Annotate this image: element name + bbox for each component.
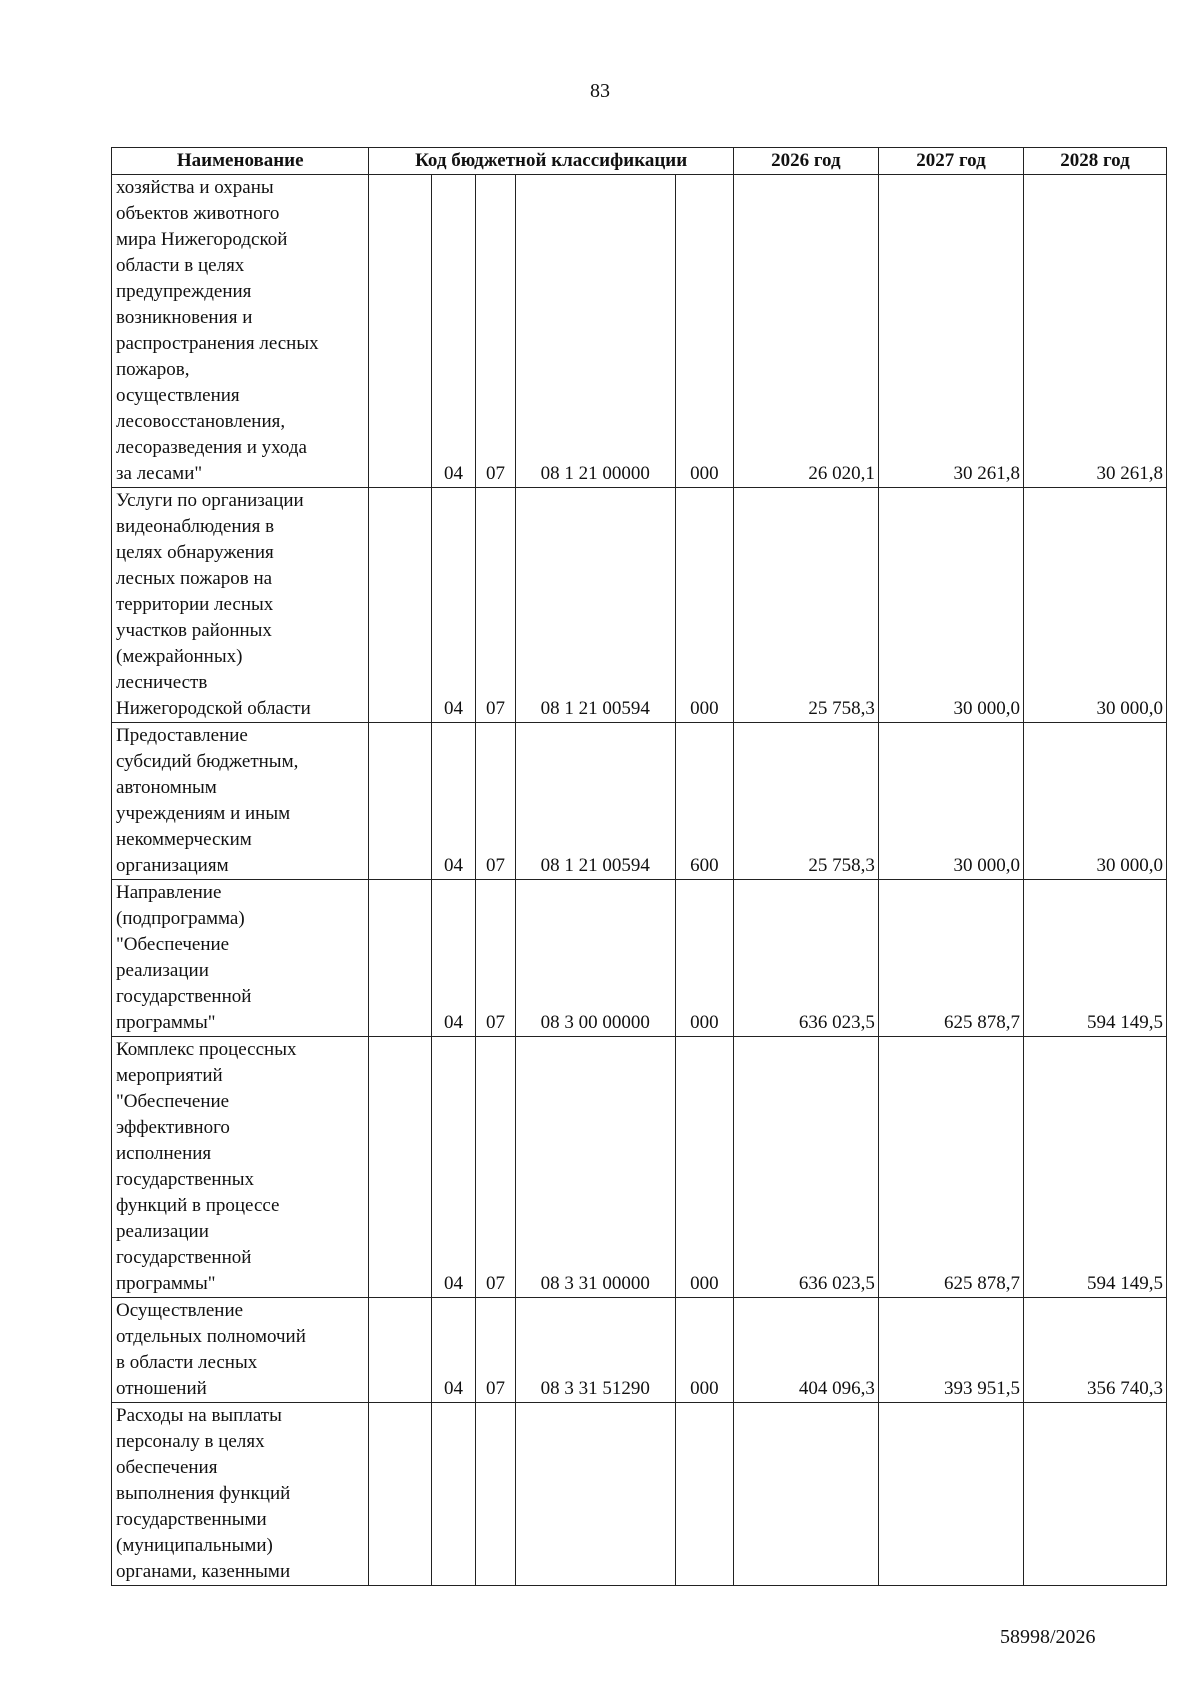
amount-2027-cell: 30 261,8: [878, 175, 1023, 488]
amount-2027-cell: [878, 1403, 1023, 1586]
item-name-line: отдельных полномочий: [116, 1326, 306, 1347]
item-name-cell: [112, 488, 369, 723]
table-row: [112, 880, 1167, 1037]
expense-kind-cell: 000: [675, 1037, 733, 1298]
header-row: [112, 148, 1167, 175]
item-name-line: отношений: [116, 1378, 207, 1399]
item-name-cell: [112, 1037, 369, 1298]
expense-kind-cell: 000: [675, 880, 733, 1037]
expense-kind-cell: 000: [675, 488, 733, 723]
item-name-line: лесничеств: [116, 672, 208, 693]
target-article-cell: 08 3 31 00000: [515, 1037, 675, 1298]
subsection-cell: 07: [476, 723, 515, 880]
item-name-line: персоналу в целях: [116, 1431, 265, 1452]
target-article-cell: 08 1 21 00594: [515, 723, 675, 880]
item-name-line: за лесами": [116, 463, 203, 484]
item-name-line: (межрайонных): [116, 646, 243, 667]
table-row: [112, 1403, 1167, 1586]
item-name-line: Направление: [116, 882, 222, 903]
item-name-line: государственными: [116, 1509, 267, 1530]
subsection-cell: 07: [476, 1037, 515, 1298]
item-name-line: в области лесных: [116, 1352, 258, 1373]
table-body: [112, 175, 1167, 1586]
table-row: [112, 488, 1167, 723]
item-name-line: лесных пожаров на: [116, 568, 273, 589]
item-name-line: обеспечения: [116, 1457, 218, 1478]
item-name-line: Осуществление: [116, 1300, 244, 1321]
subsection-cell: 07: [476, 880, 515, 1037]
item-name-line: осуществления: [116, 385, 240, 406]
item-name-line: хозяйства и охраны: [116, 177, 274, 198]
target-article-cell: 08 1 21 00000: [515, 175, 675, 488]
table-row: [112, 175, 1167, 488]
header-2027: 2027 год: [878, 148, 1023, 175]
section-cell: 04: [431, 175, 476, 488]
empty-code-cell: [369, 488, 431, 723]
amount-2026-cell: 636 023,5: [733, 1037, 878, 1298]
item-name-line: объектов животного: [116, 203, 280, 224]
amount-2028-cell: 594 149,5: [1024, 880, 1167, 1037]
target-article-cell: 08 3 00 00000: [515, 880, 675, 1037]
header-2026: 2026 год: [733, 148, 878, 175]
item-name-cell: [112, 1298, 369, 1403]
item-name-line: "Обеспечение: [116, 934, 230, 955]
amount-2026-cell: 25 758,3: [733, 488, 878, 723]
amount-2028-cell: [1024, 1403, 1167, 1586]
expense-kind-cell: 000: [675, 1298, 733, 1403]
item-name-line: (муниципальными): [116, 1535, 273, 1556]
amount-2027-cell: 625 878,7: [878, 880, 1023, 1037]
amount-2027-cell: 393 951,5: [878, 1298, 1023, 1403]
section-cell: 04: [431, 723, 476, 880]
item-name-cell: [112, 175, 369, 488]
expense-kind-cell: [675, 1403, 733, 1586]
item-name-cell: [112, 880, 369, 1037]
item-name-line: программы": [116, 1012, 216, 1033]
header-2028: 2028 год: [1024, 148, 1167, 175]
item-name-line: субсидий бюджетным,: [116, 751, 299, 772]
item-name-line: предупреждения: [116, 281, 252, 302]
budget-table: [111, 147, 1167, 1586]
item-name-line: лесовосстановления,: [116, 411, 286, 432]
item-name-line: реализации: [116, 960, 209, 981]
item-name-line: Нижегородской области: [116, 698, 311, 719]
table-row: [112, 1298, 1167, 1403]
expense-kind-cell: 600: [675, 723, 733, 880]
amount-2027-cell: 30 000,0: [878, 488, 1023, 723]
amount-2027-cell: 30 000,0: [878, 723, 1023, 880]
item-name-line: участков районных: [116, 620, 272, 641]
empty-code-cell: [369, 1298, 431, 1403]
item-name-line: лесоразведения и ухода: [116, 437, 307, 458]
item-name-line: реализации: [116, 1221, 209, 1242]
amount-2026-cell: 636 023,5: [733, 880, 878, 1037]
item-name-line: функций в процессе: [116, 1195, 280, 1216]
section-cell: 04: [431, 1298, 476, 1403]
amount-2028-cell: 356 740,3: [1024, 1298, 1167, 1403]
item-name-line: возникновения и: [116, 307, 253, 328]
item-name-cell: [112, 723, 369, 880]
subsection-cell: [476, 1403, 515, 1586]
page-number: 83: [590, 80, 610, 102]
item-name-line: организациям: [116, 855, 229, 876]
header-code: Код бюджетной классификации: [369, 148, 733, 175]
item-name-line: эффективного: [116, 1117, 230, 1138]
amount-2026-cell: 26 020,1: [733, 175, 878, 488]
item-name-line: учреждениям и иным: [116, 803, 291, 824]
item-name-cell: [112, 1403, 369, 1586]
amount-2028-cell: 594 149,5: [1024, 1037, 1167, 1298]
item-name-line: области в целях: [116, 255, 245, 276]
item-name-line: мира Нижегородской: [116, 229, 288, 250]
item-name-line: территории лесных: [116, 594, 274, 615]
item-name-line: Услуги по организации: [116, 490, 304, 511]
item-name-line: видеонаблюдения в: [116, 516, 275, 537]
document-code: 58998/2026: [1000, 1626, 1096, 1648]
item-name-line: исполнения: [116, 1143, 212, 1164]
item-name-line: мероприятий: [116, 1065, 223, 1086]
empty-code-cell: [369, 880, 431, 1037]
item-name-line: выполнения функций: [116, 1483, 291, 1504]
section-cell: 04: [431, 1037, 476, 1298]
amount-2028-cell: 30 000,0: [1024, 723, 1167, 880]
item-name-line: государственной: [116, 1247, 252, 1268]
empty-code-cell: [369, 723, 431, 880]
amount-2027-cell: 625 878,7: [878, 1037, 1023, 1298]
target-article-cell: 08 3 31 51290: [515, 1298, 675, 1403]
item-name-line: распространения лесных: [116, 333, 319, 354]
amount-2026-cell: 404 096,3: [733, 1298, 878, 1403]
item-name-line: органами, казенными: [116, 1561, 291, 1582]
item-name-line: некоммерческим: [116, 829, 252, 850]
section-cell: 04: [431, 488, 476, 723]
item-name-line: государственной: [116, 986, 252, 1007]
table-row: [112, 723, 1167, 880]
item-name-line: "Обеспечение: [116, 1091, 230, 1112]
target-article-cell: 08 1 21 00594: [515, 488, 675, 723]
amount-2026-cell: 25 758,3: [733, 723, 878, 880]
target-article-cell: [515, 1403, 675, 1586]
item-name-line: Предоставление: [116, 725, 248, 746]
subsection-cell: 07: [476, 1298, 515, 1403]
amount-2028-cell: 30 000,0: [1024, 488, 1167, 723]
item-name-line: целях обнаружения: [116, 542, 274, 563]
empty-code-cell: [369, 1037, 431, 1298]
item-name-line: программы": [116, 1273, 216, 1294]
section-cell: [431, 1403, 476, 1586]
item-name-line: пожаров,: [116, 359, 190, 380]
item-name-line: (подпрограмма): [116, 908, 245, 929]
item-name-line: автономным: [116, 777, 217, 798]
amount-2026-cell: [733, 1403, 878, 1586]
table-row: [112, 1037, 1167, 1298]
section-cell: 04: [431, 880, 476, 1037]
item-name-line: Комплекс процессных: [116, 1039, 297, 1060]
header-name: Наименование: [112, 148, 369, 175]
item-name-line: Расходы на выплаты: [116, 1405, 282, 1426]
amount-2028-cell: 30 261,8: [1024, 175, 1167, 488]
expense-kind-cell: 000: [675, 175, 733, 488]
empty-code-cell: [369, 1403, 431, 1586]
subsection-cell: 07: [476, 488, 515, 723]
empty-code-cell: [369, 175, 431, 488]
subsection-cell: 07: [476, 175, 515, 488]
item-name-line: государственных: [116, 1169, 255, 1190]
